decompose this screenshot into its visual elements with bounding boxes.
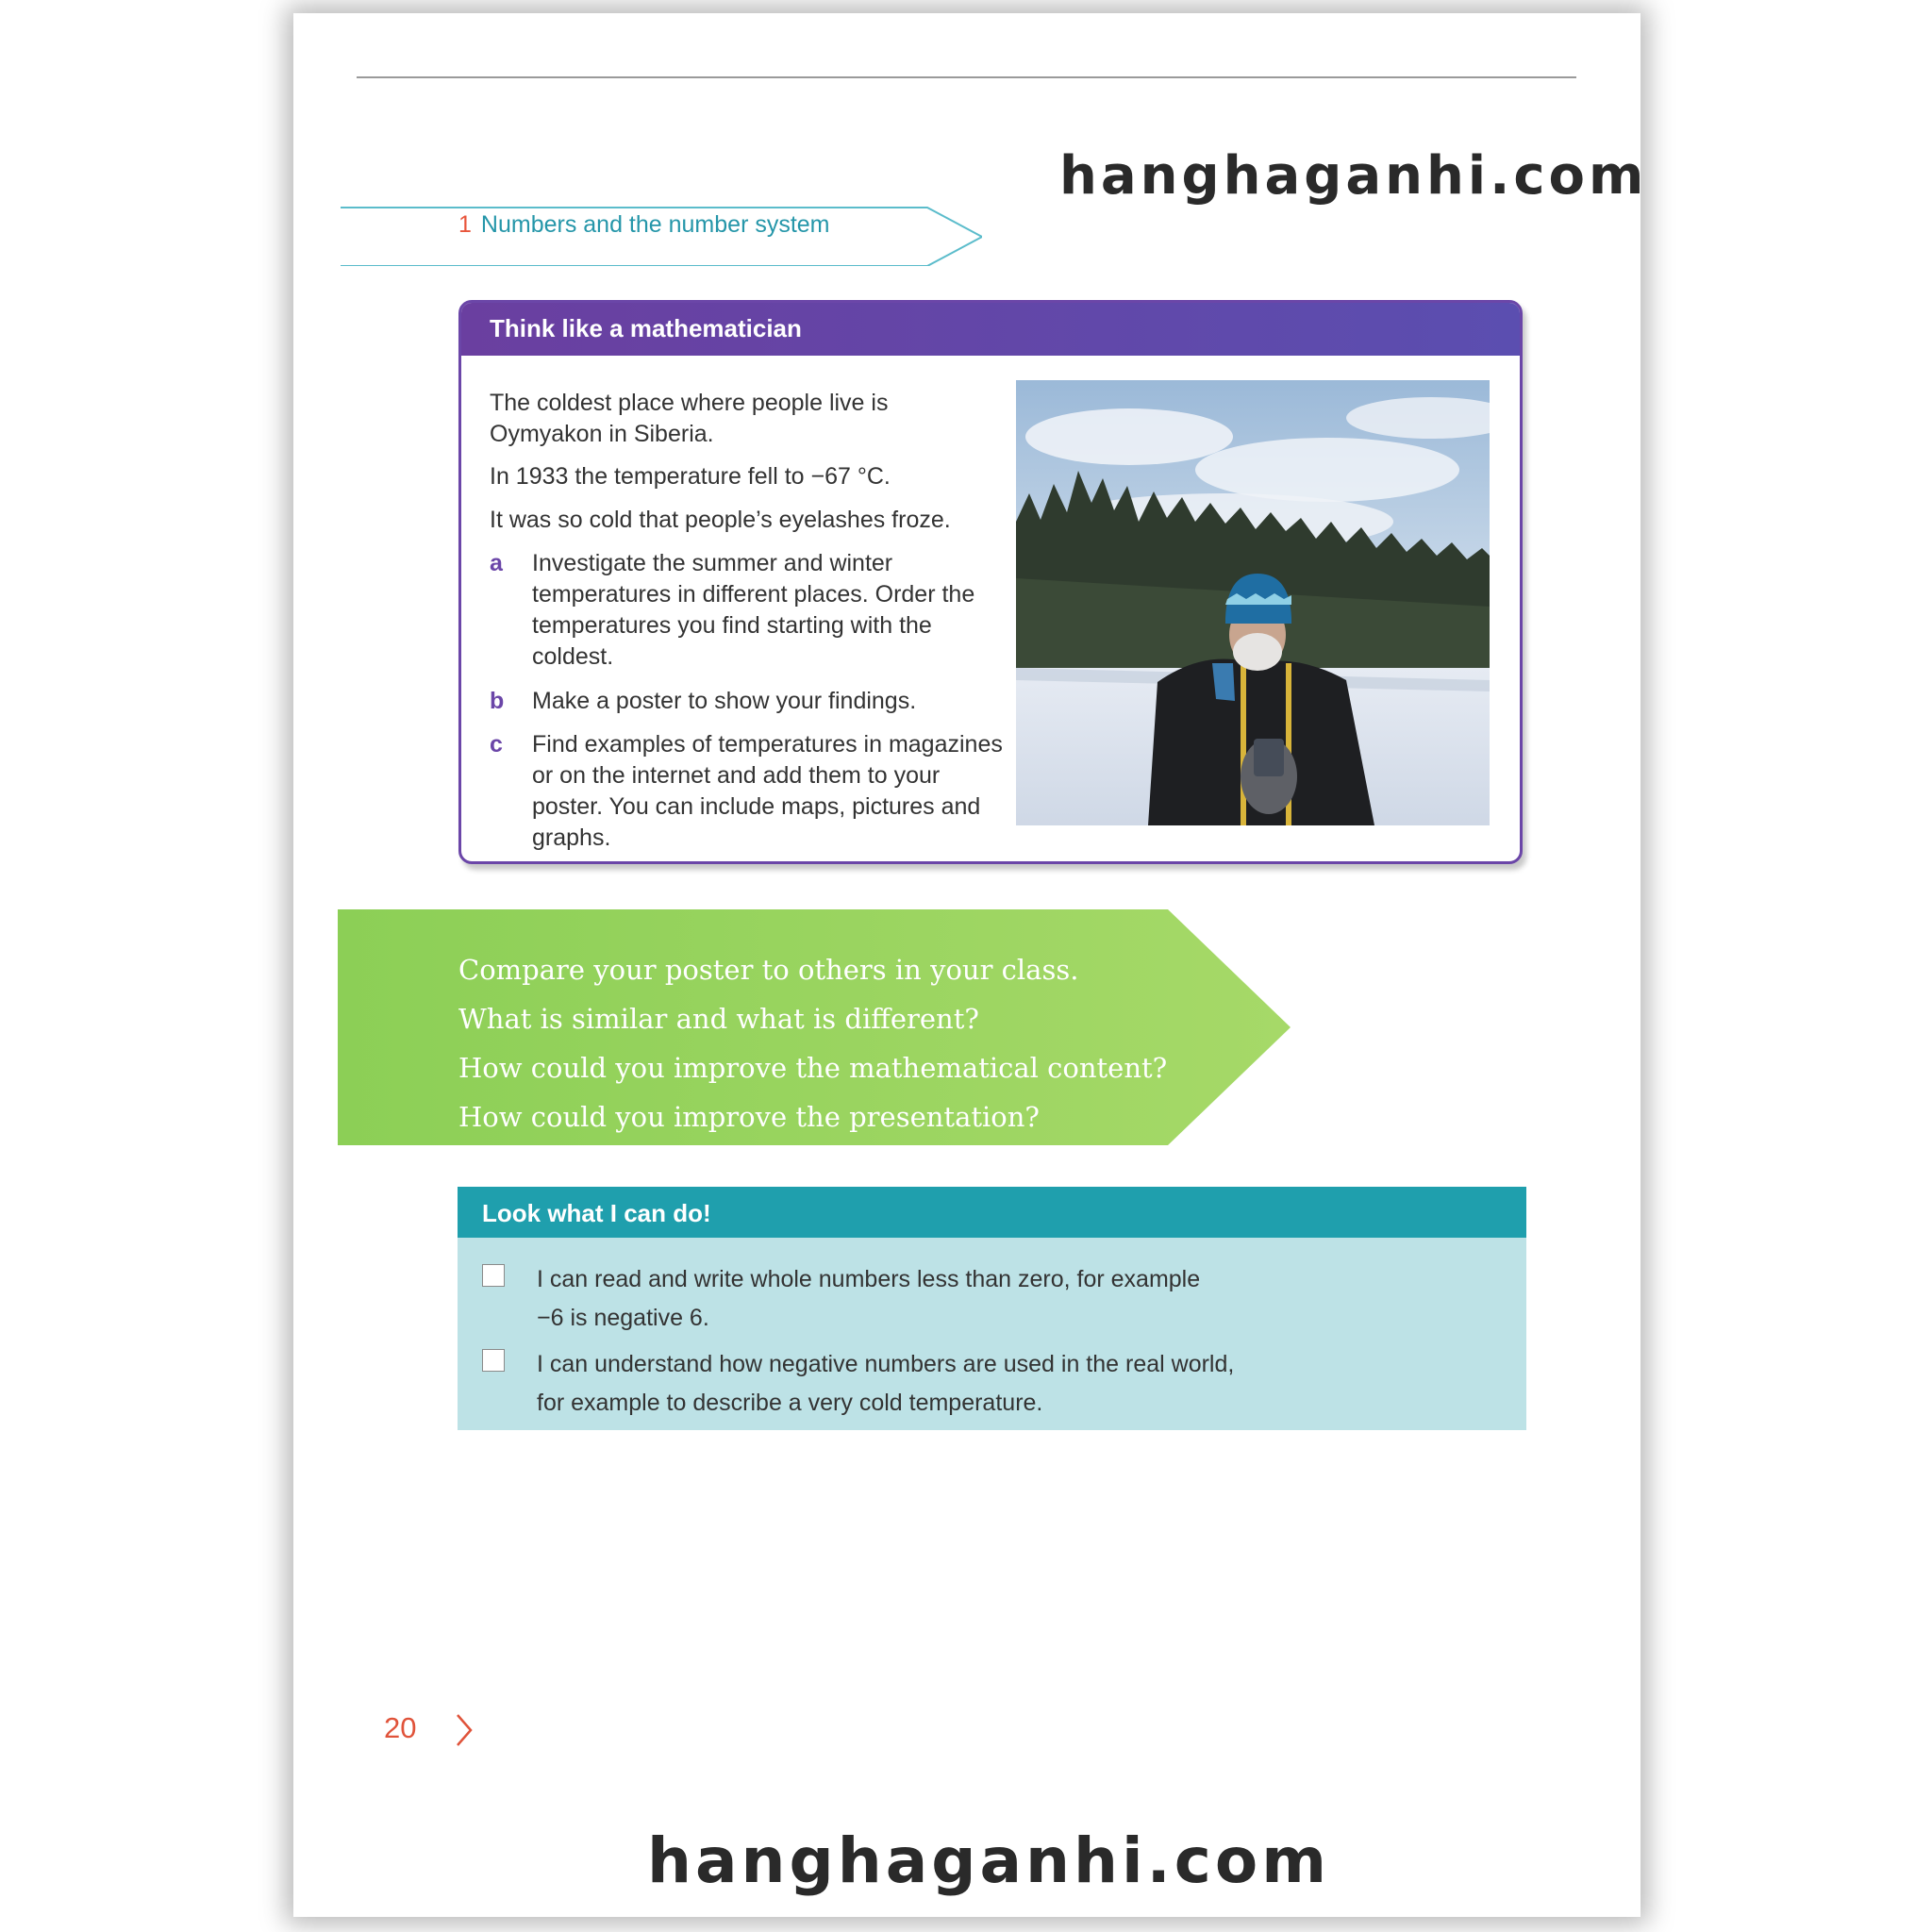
chapter-heading <box>458 211 830 239</box>
task-item-c <box>490 729 1018 854</box>
chapter-number: 1 <box>458 211 472 238</box>
look-box-title: Look what I can do! <box>482 1199 711 1227</box>
task-text: Make a poster to show your findings. <box>532 688 917 714</box>
think-like-a-mathematician-box <box>458 300 1523 864</box>
task-letter: b <box>490 688 505 714</box>
reflection-line-4: How could you improve the presentation? <box>458 1101 1040 1133</box>
watermark-top: hanghaganhi.com <box>1059 145 1648 207</box>
checklist-text-line-1: I can read and write whole numbers less than zero, for example <box>537 1266 1201 1292</box>
think-box-header <box>461 303 1520 356</box>
reflection-questions <box>458 945 1167 1141</box>
think-box-title: Think like a mathematician <box>490 314 802 342</box>
look-what-i-can-do-box <box>458 1187 1526 1430</box>
checklist-text <box>537 1260 1386 1338</box>
top-rule <box>357 76 1576 78</box>
chevron-right-icon <box>454 1711 475 1749</box>
task-text: Investigate the summer and winter temperatures in different places. Order the temperatures you find starting with the coldest. <box>532 550 975 670</box>
checkbox[interactable] <box>482 1349 505 1372</box>
textbook-page <box>293 13 1648 1917</box>
think-paragraph-2: In 1933 the temperature fell to −67 °C. <box>490 463 891 490</box>
checkbox[interactable] <box>482 1264 505 1287</box>
page-number: 20 <box>384 1711 417 1744</box>
checklist-text-line-2: −6 is negative 6. <box>537 1305 709 1331</box>
task-letter: a <box>490 550 503 576</box>
think-paragraph-1: The coldest place where people live is Oymyakon in Siberia. <box>490 390 889 447</box>
task-text: Find examples of temperatures in magazines or on the internet and add them to your poster. You can include maps, pictures and graphs. <box>532 731 1003 851</box>
task-item-b <box>490 686 1018 717</box>
checklist-text <box>537 1345 1386 1423</box>
task-letter: c <box>490 731 503 758</box>
checklist-text-line-1: I can understand how negative numbers are used in the real world, <box>537 1351 1235 1377</box>
task-item-a <box>490 548 1018 673</box>
think-paragraph-3: It was so cold that people’s eyelashes froze. <box>490 507 951 533</box>
reflection-line-1: Compare your poster to others in your class. <box>458 954 1079 986</box>
chapter-title: Numbers and the number system <box>480 211 830 238</box>
reflection-line-3: How could you improve the mathematical content? <box>458 1052 1168 1084</box>
checklist-text-line-2: for example to describe a very cold temperature. <box>537 1390 1043 1416</box>
watermark-bottom: hanghaganhi.com <box>647 1824 1330 1897</box>
look-box-header <box>458 1187 1526 1238</box>
reflection-line-2: What is similar and what is different? <box>458 1003 979 1035</box>
snowy-forest-photo <box>1016 380 1490 825</box>
